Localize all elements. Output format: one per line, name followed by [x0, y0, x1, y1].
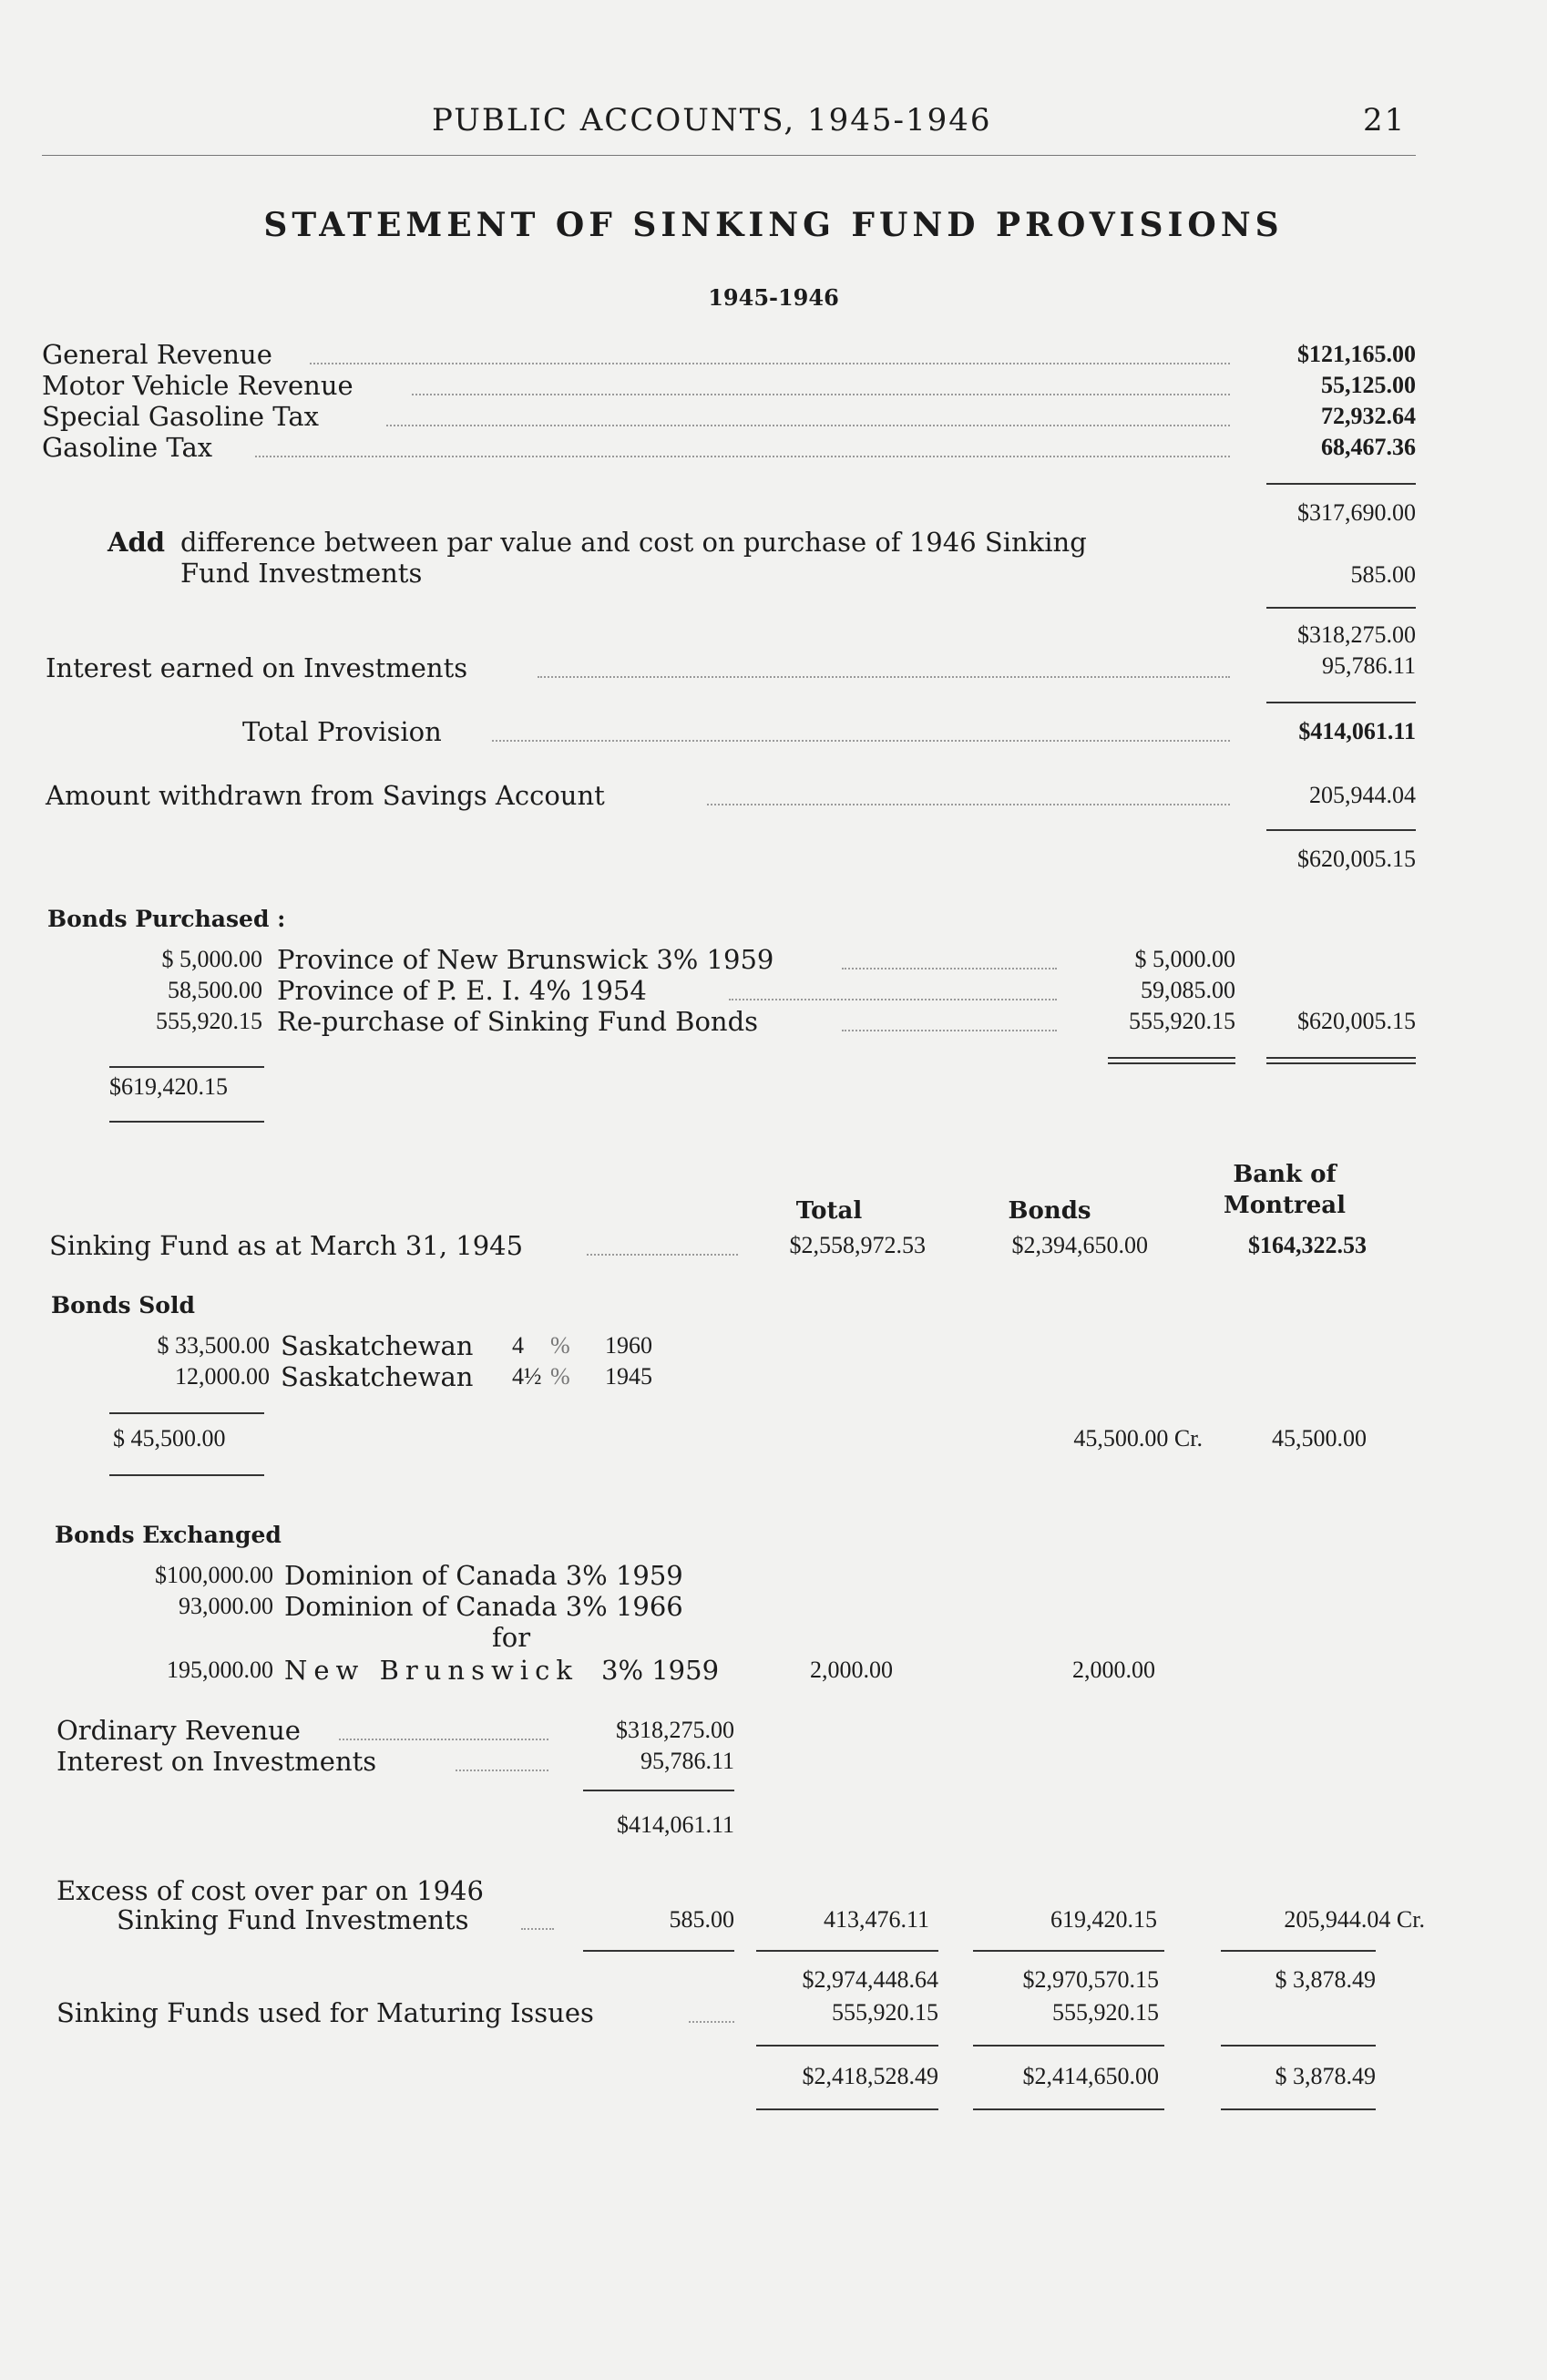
sum-bank: $ 3,878.49 — [1275, 1966, 1376, 1993]
sinking-fund-1945-label: Sinking Fund as at March 31, 1945 — [49, 1230, 524, 1261]
sum-rule — [109, 1412, 264, 1414]
sum-rule — [583, 1950, 734, 1952]
leader-dots — [456, 1770, 548, 1771]
provision-label: General Revenue — [42, 339, 272, 370]
purchase-par: 58,500.00 — [168, 977, 262, 1003]
purchase-cost: 555,920.15 — [1129, 1008, 1235, 1034]
excess-total: 413,476.11 — [823, 1906, 929, 1933]
add-amount: 585.00 — [1350, 561, 1416, 588]
sum-rule — [109, 1066, 264, 1068]
final-total: $2,418,528.49 — [802, 2063, 938, 2089]
excess-bonds: 619,420.15 — [1050, 1906, 1157, 1933]
sum-rule — [109, 1121, 264, 1123]
purchase-cost: $ 5,000.00 — [1134, 946, 1235, 972]
sum-rule — [583, 1790, 734, 1791]
sum-rule — [1221, 2045, 1376, 2047]
add-description-cont: Fund Investments — [180, 558, 423, 589]
sum-rule — [973, 1950, 1164, 1952]
sold-name: Saskatchewan — [281, 1361, 474, 1392]
col-bonds: Bonds — [1008, 1197, 1091, 1225]
leader-dots — [386, 425, 1230, 426]
sum-rule — [1108, 1057, 1235, 1059]
maturing-total: 555,920.15 — [832, 1999, 938, 2026]
leader-dots — [842, 968, 1057, 969]
bonds-exchanged-heading: Bonds Exchanged — [55, 1522, 282, 1548]
sum-rule — [1266, 829, 1416, 831]
sold-pct: % — [550, 1363, 570, 1390]
leader-dots — [587, 1254, 738, 1256]
excess-amount: 585.00 — [669, 1906, 734, 1933]
provision-amount: $121,165.00 — [1297, 341, 1416, 367]
sum-rule — [756, 2108, 938, 2110]
leader-dots — [492, 740, 1230, 742]
sum-total: $2,974,448.64 — [802, 1966, 938, 1993]
statement-title: STATEMENT OF SINKING FUND PROVISIONS — [263, 206, 1284, 244]
final-bonds: $2,414,650.00 — [1022, 2063, 1159, 2089]
interest-label: Interest earned on Investments — [46, 652, 468, 683]
leader-dots — [538, 676, 1230, 678]
exchanged-description: Dominion of Canada 3% 1959 — [284, 1560, 683, 1591]
excess-label-cont: Sinking Fund Investments — [117, 1904, 469, 1935]
ordinary-total: $414,061.11 — [616, 1811, 734, 1838]
bonds-sold-heading: Bonds Sold — [51, 1292, 195, 1318]
col-total: Total — [795, 1197, 863, 1225]
total-provision-label: Total Provision — [242, 716, 442, 747]
purchase-par: $ 5,000.00 — [161, 946, 262, 972]
sum-rule — [1221, 1950, 1376, 1952]
statement-year: 1945-1946 — [708, 284, 839, 311]
sinking-fund-1945-bank: $164,322.53 — [1248, 1232, 1367, 1258]
sum-rule — [756, 2045, 938, 2047]
sold-bonds-credit: 45,500.00 Cr. — [1073, 1425, 1203, 1452]
sum-rule — [756, 1950, 938, 1952]
provision-amount: 55,125.00 — [1321, 372, 1416, 398]
add-description: difference between par value and cost on purchase of 1946 Sinking — [180, 527, 1087, 558]
sold-par: 12,000.00 — [175, 1363, 270, 1390]
excess-label: Excess of cost over par on 1946 — [56, 1875, 484, 1906]
total-provision-amount: $414,061.11 — [1298, 718, 1416, 744]
exchanged-par: $100,000.00 — [155, 1562, 273, 1588]
sold-par: $ 33,500.00 — [157, 1332, 270, 1359]
purchase-description: Re-purchase of Sinking Fund Bonds — [277, 1006, 759, 1037]
sold-year: 1960 — [605, 1332, 652, 1359]
leader-dots — [729, 999, 1057, 1000]
sum-rule — [1266, 483, 1416, 485]
exchanged-for: for — [492, 1622, 531, 1653]
maturing-bonds: 555,920.15 — [1052, 1999, 1159, 2026]
sum-rule — [1108, 1062, 1235, 1064]
sum-rule — [973, 2045, 1164, 2047]
running-title: PUBLIC ACCOUNTS, 1945-1946 — [432, 102, 992, 138]
col-bank-line1: Bank of — [1233, 1161, 1337, 1188]
leader-dots — [339, 1739, 548, 1740]
sum-rule — [1266, 1062, 1416, 1064]
maturing-label: Sinking Funds used for Maturing Issues — [56, 1997, 594, 2028]
sold-name: Saskatchewan — [281, 1330, 474, 1361]
sinking-fund-1945-total: $2,558,972.53 — [789, 1232, 926, 1258]
leader-dots — [255, 456, 1230, 457]
sinking-fund-1945-bonds: $2,394,650.00 — [1011, 1232, 1148, 1258]
bonds-purchased-heading: Bonds Purchased : — [47, 906, 286, 932]
exchanged-par: 93,000.00 — [179, 1593, 273, 1619]
interest-investments-label: Interest on Investments — [56, 1746, 377, 1777]
leader-dots — [689, 2021, 734, 2023]
provision-label: Motor Vehicle Revenue — [42, 370, 353, 401]
col-bank-line2: Montreal — [1224, 1192, 1346, 1219]
purchase-total: $620,005.15 — [1297, 1008, 1416, 1034]
sold-pct: % — [550, 1332, 570, 1359]
purchase-par-total: $619,420.15 — [109, 1073, 228, 1100]
provision-label: Special Gasoline Tax — [42, 401, 320, 432]
sum-rule — [1266, 1057, 1416, 1059]
ordinary-revenue-amount: $318,275.00 — [616, 1717, 734, 1743]
sold-rate: 4½ — [512, 1363, 542, 1390]
final-bank: $ 3,878.49 — [1275, 2063, 1376, 2089]
exchanged-final-name: New Brunswick — [284, 1655, 579, 1686]
page-number: 21 — [1363, 102, 1407, 138]
grand-amount: $620,005.15 — [1297, 846, 1416, 872]
sum-rule — [109, 1474, 264, 1476]
ordinary-revenue-label: Ordinary Revenue — [56, 1715, 301, 1746]
interest-amount: 95,786.11 — [1321, 652, 1416, 679]
provision-amount: 72,932.64 — [1321, 403, 1416, 429]
exchanged-total: 2,000.00 — [810, 1657, 893, 1683]
withdrawn-label: Amount withdrawn from Savings Account — [46, 780, 605, 811]
sold-year: 1945 — [605, 1363, 652, 1390]
leader-dots — [412, 394, 1230, 395]
header-rule — [42, 155, 1416, 156]
add-word: Add — [108, 527, 166, 558]
leader-dots — [842, 1030, 1057, 1031]
purchase-description: Province of New Brunswick 3% 1959 — [277, 944, 774, 975]
leader-dots — [521, 1928, 554, 1930]
exchanged-description: Dominion of Canada 3% 1966 — [284, 1591, 683, 1622]
sum-rule — [1266, 702, 1416, 703]
sum-rule — [973, 2108, 1164, 2110]
withdrawn-amount: 205,944.04 — [1309, 782, 1416, 808]
provision-amount: 68,467.36 — [1321, 434, 1416, 460]
leader-dots — [707, 804, 1230, 805]
provision-label: Gasoline Tax — [42, 432, 213, 463]
subtotal-1: $317,690.00 — [1297, 499, 1416, 526]
exchanged-final-par: 195,000.00 — [167, 1657, 273, 1683]
subtotal-2: $318,275.00 — [1297, 621, 1416, 648]
excess-bank: 205,944.04 Cr. — [1284, 1906, 1425, 1933]
purchase-cost: 59,085.00 — [1141, 977, 1235, 1003]
sold-rate: 4 — [512, 1332, 524, 1359]
purchase-description: Province of P. E. I. 4% 1954 — [277, 975, 647, 1006]
sold-bank: 45,500.00 — [1272, 1425, 1367, 1452]
exchanged-final-rest: 3% 1959 — [601, 1655, 720, 1686]
sum-bonds: $2,970,570.15 — [1022, 1966, 1159, 1993]
sum-rule — [1221, 2108, 1376, 2110]
interest-investments-amount: 95,786.11 — [640, 1748, 734, 1774]
sold-total: $ 45,500.00 — [113, 1425, 226, 1452]
leader-dots — [310, 363, 1230, 364]
sum-rule — [1266, 607, 1416, 609]
purchase-par: 555,920.15 — [156, 1008, 262, 1034]
exchanged-bonds: 2,000.00 — [1072, 1657, 1155, 1683]
